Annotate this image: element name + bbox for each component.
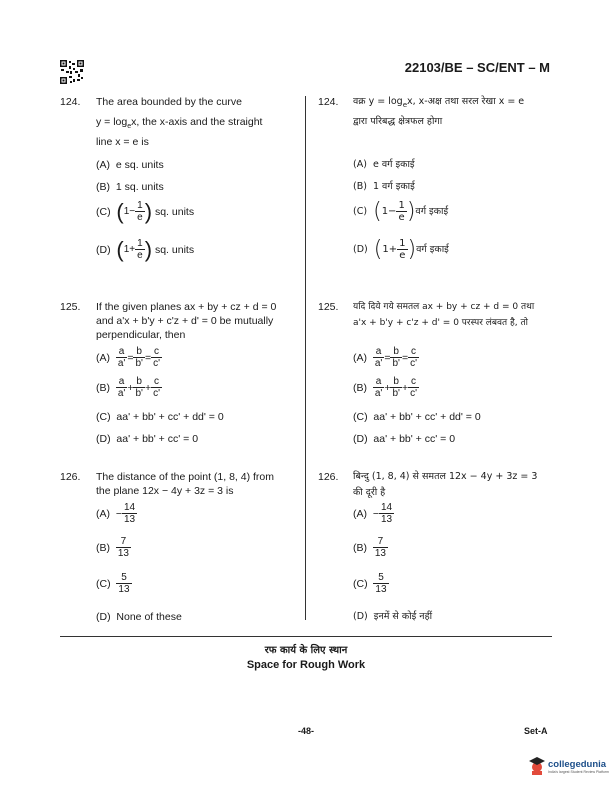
option-a[interactable]: (A) $\frac{a}{a'}$ = $\frac{b}{b'}$ = $\frac{c}{c'}$ xyxy=(96,346,161,369)
option-c[interactable]: (C) ( 1− $\frac{1}{e}$ ) sq. units xyxy=(96,198,195,224)
option-a[interactable]: (A) − $\frac{14}{13}$ xyxy=(353,502,393,525)
rough-work-title-hindi: रफ कार्य के लिए स्थान xyxy=(264,645,348,656)
question-number: 126. xyxy=(60,471,81,483)
section-divider xyxy=(60,636,552,637)
question-text: The distance of the point (1, 8, 4) from xyxy=(96,471,275,483)
question-number: 126. xyxy=(318,471,339,483)
question-text: यदि दिये गये समतल ax + by + cz + d = 0 तथा xyxy=(353,302,535,312)
option-d[interactable]: (D) इनमें से कोई नहीं xyxy=(353,611,433,622)
qr-code-icon xyxy=(60,60,84,84)
option-b[interactable]: (B) $\frac{7}{13}$ xyxy=(353,536,386,559)
set-label: Set-A xyxy=(524,726,548,736)
question-number: 125. xyxy=(318,301,339,313)
question-number: 124. xyxy=(60,96,81,108)
question-text: की दूरी है xyxy=(353,487,386,498)
column-divider xyxy=(305,96,306,620)
option-b[interactable]: (B) $\frac{a}{a'}$ + $\frac{b}{b'}$ + $\frac{c}{c'}$ xyxy=(96,376,161,399)
question-text: and a'x + b'y + c'z + d' = 0 be mutually xyxy=(96,315,274,327)
question-text: a'x + b'y + c'z + d' = 0 परस्पर लंबवत है, तो xyxy=(353,318,528,328)
paper-code: 22103/BE – SC/ENT – M xyxy=(404,60,550,75)
question-text: If the given planes ax + by + cz + d = 0 xyxy=(96,301,277,313)
option-c[interactable]: (C) aa' + bb' + cc' + dd' = 0 xyxy=(96,411,224,423)
option-d[interactable]: (D) ( 1+ $\frac{1}{e}$ ) वर्ग इकाई xyxy=(353,236,449,262)
option-b[interactable]: (B) 1 sq. units xyxy=(96,181,164,193)
question-text: बिन्दु (1, 8, 4) से समतल 12x − 4y + 3z = 3 xyxy=(353,471,538,482)
option-b[interactable]: (B) $\frac{a}{a'}$ + $\frac{b}{b'}$ + $\frac{c}{c'}$ xyxy=(353,376,418,399)
option-a[interactable]: (A) e sq. units xyxy=(96,159,164,171)
option-c[interactable]: (C) $\frac{5}{13}$ xyxy=(96,572,130,595)
brand-tagline: India's largest Student Review Platform xyxy=(548,769,609,774)
question-text: the plane 12x − 4y + 3z = 3 is xyxy=(96,485,234,497)
rough-work-title: Space for Rough Work xyxy=(246,659,366,671)
option-d[interactable]: (D) None of these xyxy=(96,611,182,623)
option-b[interactable]: (B) 1 वर्ग इकाई xyxy=(353,181,415,192)
page-number: -48- xyxy=(297,726,314,736)
brand-logo[interactable] xyxy=(528,756,609,776)
question-text: perpendicular, then xyxy=(96,329,186,341)
question-text: line x = e is xyxy=(96,136,149,148)
option-c[interactable]: (C) aa' + bb' + cc' + dd' = 0 xyxy=(353,411,481,423)
option-d[interactable]: (D) ( 1+ $\frac{1}{e}$ ) sq. units xyxy=(96,236,195,262)
question-text: वक्र $y = \log_ex$, x-अक्ष तथा सरल रेखा x = e xyxy=(353,96,525,109)
option-a[interactable]: (A) e वर्ग इकाई xyxy=(353,159,415,170)
option-a[interactable]: (A) − $\frac{14}{13}$ xyxy=(96,502,136,525)
question-text: The area bounded by the curve xyxy=(96,96,242,108)
question-text: द्वारा परिबद्ध क्षेत्रफल होगा xyxy=(353,116,443,127)
question-text: $y = \log_ex$, the x-axis and the straight xyxy=(96,116,263,131)
option-c[interactable]: (C) $\frac{5}{13}$ xyxy=(353,572,387,595)
graduate-icon xyxy=(528,756,546,776)
option-d[interactable]: (D) aa' + bb' + cc' = 0 xyxy=(353,433,456,445)
option-c[interactable]: (C) ( 1− $\frac{1}{e}$ ) वर्ग इकाई xyxy=(353,198,449,224)
brand-name: collegedunia xyxy=(548,758,607,770)
question-number: 124. xyxy=(318,96,339,108)
option-a[interactable]: (A) $\frac{a}{a'}$ = $\frac{b}{b'}$ = $\frac{c}{c'}$ xyxy=(353,346,418,369)
question-number: 125. xyxy=(60,301,81,313)
option-d[interactable]: (D) aa' + bb' + cc' = 0 xyxy=(96,433,199,445)
option-b[interactable]: (B) $\frac{7}{13}$ xyxy=(96,536,129,559)
